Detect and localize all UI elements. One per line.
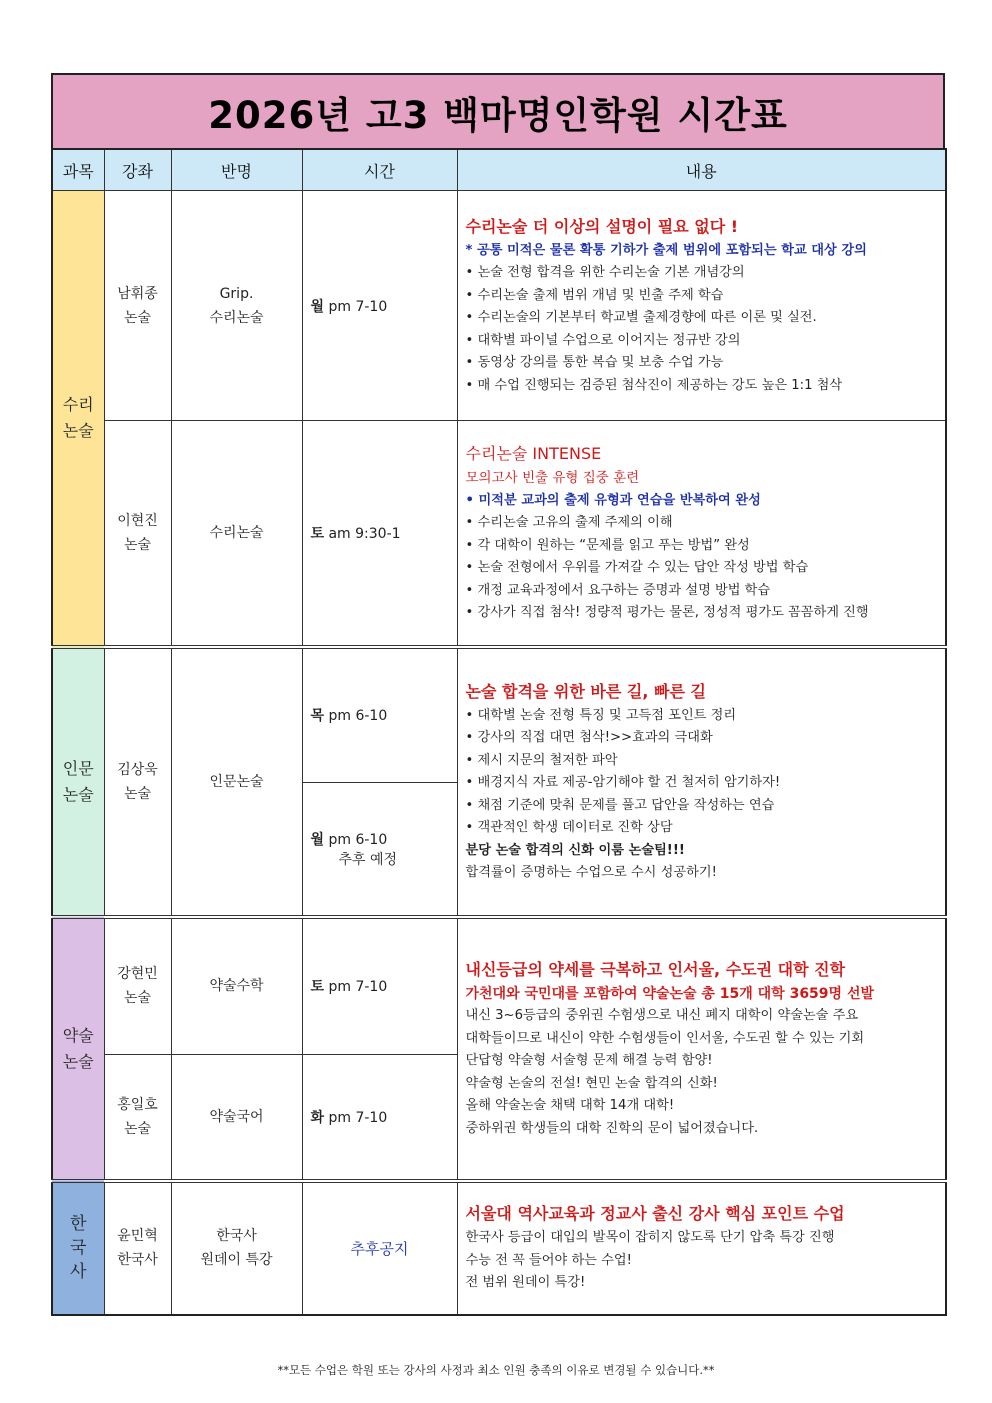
content-cell: 수리논술 INTENSE 모의고사 빈출 유형 집중 훈련 • 미적분 교과의 출제 유형과 연습을 반복하여 완성 • 수리논술 고유의 출제 주제의 이해 • 각 대학이 원하는 “문제를 읽고 푸는 방법” 완성 • 논술 전형에서 우위를 가져갈 수 있는 답안 작성 방법 학습 • 개정 교육과정에서 요구하는 증명과 설명 방법 학습 • 강사가 직접 첨삭! 정량적 평가는 물론, 정성적 평가도 꼼꼼하게 진행	[457, 421, 946, 647]
human-row-1	[52, 647, 946, 783]
subject-math: 수리 논술	[52, 191, 104, 647]
class-cell: 한국사 원데이 특강	[171, 1181, 302, 1315]
time-cell: 토 pm 7-10	[302, 917, 457, 1055]
math-row-1	[52, 191, 946, 421]
yak-row-1	[52, 917, 946, 1055]
math-row-2	[52, 421, 946, 647]
header-class: 반명	[171, 149, 302, 191]
content-cell: 내신등급의 약세를 극복하고 인서울, 수도권 대학 진학 가천대와 국민대를 포함하여 약술논술 총 15개 대학 3659명 선발 내신 3~6등급의 중위권 수험생으로 내신 폐지 대학이 약술논술 주요 대학들이므로 내신이 약한 수험생들이 인서울, 수도권 할 수 있는 기회 단답형 약술형 서술형 문제 해결 능력 함양! 약술형 논술의 전설! 현민 논술 합격의 신화! 올해 약술논술 채택 대학 14개 대학! 중하위권 학생들의 대학 진학의 문이 넓어졌습니다.	[457, 917, 946, 1181]
header-time: 시간	[302, 149, 457, 191]
content-heading: 서울대 역사교육과 정교사 출신 강사 핵심 포인트 수업	[465, 1204, 845, 1224]
instructor-cell: 이현진 논술	[104, 421, 171, 647]
class-cell: Grip. 수리논술	[171, 191, 302, 421]
time-cell: 월 pm 6-10 추후 예정	[302, 783, 457, 917]
content-cell: 논술 합격을 위한 바른 길, 빠른 길 • 대학별 논술 전형 특징 및 고득점 포인트 정리 • 강사의 직접 대면 첨삭!>>효과의 극대화 • 제시 지문의 철저한 파악 • 배경지식 자료 제공-암기해야 할 건 철저히 암기하자! • 채점 기준에 맞춰 문제를 풀고 답안을 작성하는 연습 • 객관적인 학생 데이터로 진학 상담 분당 논술 합격의 신화 이룸 논술팀!!! 합격률이 증명하는 수업으로 수시 성공하기!	[457, 647, 946, 917]
header-row	[52, 149, 946, 191]
instructor-cell: 남휘종 논술	[104, 191, 171, 421]
content-heading: 논술 합격을 위한 바른 길, 빠른 길	[465, 681, 706, 701]
instructor-cell: 강현민 논술	[104, 917, 171, 1055]
class-cell: 약술수학	[171, 917, 302, 1055]
instructor-cell: 윤민혁 한국사	[104, 1181, 171, 1315]
page-title: 2026년 고3 백마명인학원 시간표	[51, 73, 945, 148]
subject-humanities: 인문 논술	[52, 647, 104, 917]
content-heading: 수리논술 INTENSE	[465, 444, 602, 463]
subject-history: 한 국 사	[52, 1181, 104, 1315]
content-cell: 수리논술 더 이상의 설명이 필요 없다 ! * 공통 미적은 물론 확통 기하가 출제 범위에 포함되는 학교 대상 강의 • 논술 전형 합격을 위한 수리논술 기본 개념강의 • 수리논술 출제 범위 개념 및 빈출 주제 학습 • 수리논술의 기본부터 학교별 출제경향에 따른 이론 및 실전. • 대학별 파이널 수업으로 이어지는 정규반 강의 • 동영상 강의를 통한 복습 및 보충 수업 가능 • 매 수업 진행되는 검증된 첨삭진이 제공하는 강도 높은 1:1 첨삭	[457, 191, 946, 421]
footer-note: **모든 수업은 학원 또는 강사의 사정과 최소 인원 충족의 이유로 변경될 수 있습니다.**	[277, 1363, 715, 1377]
time-cell: 목 pm 6-10	[302, 647, 457, 783]
time-cell: 토 am 9:30-1	[302, 421, 457, 647]
header-subject: 과목	[52, 149, 104, 191]
content-heading: 내신등급의 약세를 극복하고 인서울, 수도권 대학 진학	[465, 959, 846, 979]
time-cell: 추후공지	[302, 1181, 457, 1315]
instructor-cell: 김상욱 논술	[104, 647, 171, 917]
history-row	[52, 1181, 946, 1315]
subject-yaksul: 약술 논술	[52, 917, 104, 1181]
content-heading: 수리논술 더 이상의 설명이 필요 없다 !	[465, 216, 739, 236]
instructor-cell: 홍일호 논술	[104, 1055, 171, 1181]
class-cell: 약술국어	[171, 1055, 302, 1181]
content-cell: 서울대 역사교육과 정교사 출신 강사 핵심 포인트 수업 한국사 등급이 대입의 발목이 잡히지 않도록 단기 압축 특강 진행 수능 전 꼭 들어야 하는 수업! 전 범위 원데이 특강!	[457, 1181, 946, 1315]
schedule-table	[51, 148, 947, 1316]
time-cell: 화 pm 7-10	[302, 1055, 457, 1181]
header-content: 내용	[457, 149, 946, 191]
class-cell: 인문논술	[171, 647, 302, 917]
timetable	[51, 73, 945, 1316]
class-cell: 수리논술	[171, 421, 302, 647]
header-instructor: 강좌	[104, 149, 171, 191]
time-cell: 월 pm 7-10	[302, 191, 457, 421]
